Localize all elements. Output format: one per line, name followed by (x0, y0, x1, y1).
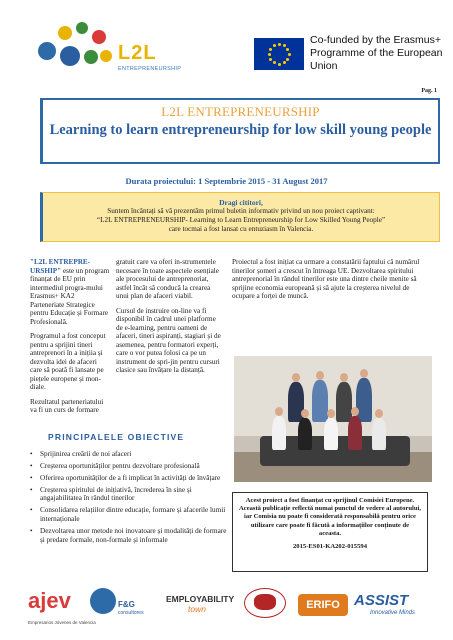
col1-paragraph-2: Programul a fost conceput pentru a sprijini tineri antreprenori în a inițiia și dezvolta idei de afaceri care să poată fi lansate pe piețele europene și mon-diale. (30, 332, 106, 391)
col1-paragraph-1 (30, 258, 110, 326)
funding-line-2: Această publicație reflectă numai punctul de vedere al autorului, iar Comisia nu poate fi considerată responsabilă pentru orice utilizare care poate fi făcută a informațiilor conținute de aceasta. (239, 505, 421, 537)
column-3 (232, 258, 432, 307)
photo-head (351, 407, 359, 416)
l2l-logo (36, 20, 196, 78)
document-icon (84, 50, 98, 64)
photo-head (327, 409, 335, 418)
list-item: • Creșterea spiritului de inițiativă, încrederea în sine și angajabilitatea în rândul tinerilor (30, 486, 230, 503)
horse-shape-icon (254, 594, 276, 610)
group-photo (234, 356, 432, 482)
photo-person (348, 416, 362, 450)
eu-star-icon (278, 63, 281, 66)
intro-line-2: “L2L ENTREPRENEURSHIP- Learning to Learn Entrepreneurship for Low Skilled Young People” (96, 216, 386, 224)
lightbulb-icon (58, 26, 72, 40)
assist-logo: ASSIST (354, 592, 409, 609)
eu-flag-icon (254, 38, 304, 70)
gear-icon (38, 42, 56, 60)
title-box (40, 98, 440, 164)
fg-logo: F&G (118, 600, 135, 609)
photo-head (360, 369, 368, 378)
employability-subtitle: town (188, 604, 206, 614)
col1-p1-text: este un program finanțat de EU prin intermediul progra-mului Erasmus+ KA2 Parteneriate Strategice pentru Educație și Formare Profesională. (30, 266, 110, 326)
photo-head (301, 409, 309, 418)
project-subtitle: Learning to learn entrepreneurship for low skill young people (49, 122, 432, 138)
list-item: • Sprijinirea creării de noi afaceri (30, 450, 230, 459)
erifo-logo: ERIFO (298, 594, 348, 616)
intro-line-3: care tocmai a fost lansat cu entuziasm în Valencia. (168, 225, 314, 233)
eu-star-icon (283, 61, 286, 64)
intro-greeting: Dragi cititori, (219, 198, 263, 207)
photo-person (372, 418, 386, 450)
project-duration: Durata proiectului: 1 Septembrie 2015 - 31 August 2017 (125, 176, 328, 186)
project-name: L2L ENTREPRENEURSHIP (161, 104, 320, 119)
photo-person (336, 382, 352, 422)
camera-icon (100, 50, 112, 62)
photo-head (292, 373, 300, 382)
logo-subtitle: ENTREPRENEURSHIP (118, 66, 182, 72)
project-code: 2015-ES01-KA202-015594 (293, 543, 367, 551)
column-1 (30, 258, 110, 421)
eu-star-icon (273, 61, 276, 64)
eu-star-icon (269, 58, 272, 61)
ajev-logo: ajev (28, 588, 71, 613)
list-item: • Creșterea oportunităților pentru dezvoltare profesională (30, 462, 230, 471)
eu-cofunded-text: Co-funded by the Erasmus+ Programme of the European Union (310, 34, 443, 72)
eu-star-icon (269, 48, 272, 51)
col2-paragraph-1: gratuit care va oferi in-strumentele necesare în toate aspectele esențiale ale procesului de antreprenoriat, astfel încât să conducă la crearea unui plan de afaceri viabil. (116, 258, 219, 300)
logo-icon-cluster (36, 20, 126, 78)
employability-logo: EMPLOYABILITY (166, 594, 235, 604)
project-lead-name: "L2L ENTREPRE-URSHIP" (30, 258, 91, 275)
objectives-list (30, 450, 230, 547)
photo-head (375, 409, 383, 418)
dollar-icon (76, 22, 88, 34)
funding-line-1: Acest proiect a fost finanțat cu sprijinul Comisiei Europene. (245, 497, 415, 504)
photo-head (340, 373, 348, 382)
chart-icon (92, 30, 106, 44)
col1-paragraph-3: Rezultatul parteneriatului va fi un curs de formare (30, 397, 104, 414)
list-item: • Dezvoltarea unor metode noi inovatoare și modalități de formare și predare formale, non-formale și informale (30, 527, 230, 544)
photo-person (356, 378, 372, 422)
objectives-heading: PRINCIPALELE OBIECTIVE (48, 432, 185, 442)
photo-person (298, 418, 312, 450)
eu-star-icon (273, 44, 276, 47)
partner-logos (0, 584, 453, 634)
funding-disclaimer-box (232, 492, 428, 572)
photo-head (316, 371, 324, 380)
intro-box (40, 192, 440, 242)
eu-star-icon (288, 53, 291, 56)
logo-text: L2L (118, 42, 157, 64)
people-icon (60, 46, 80, 66)
eu-star-icon (286, 48, 289, 51)
page-number: Pag. 1 (421, 88, 437, 94)
eu-star-icon (278, 43, 281, 46)
fg-logo-icon (90, 588, 116, 614)
ajev-subtitle: Empresarios Jóvenes de Valencia (28, 620, 96, 625)
eu-star-icon (286, 58, 289, 61)
eu-star-icon (268, 53, 271, 56)
fg-subtitle: consultores (118, 610, 144, 616)
photo-head (275, 407, 283, 416)
photo-person (324, 418, 338, 450)
intro-line-1: Suntem încântați să vă prezentăm primul buletin informativ privind un nou proiect captivant: (107, 207, 375, 215)
assist-subtitle: Innovative Minds (370, 610, 416, 616)
list-item: • Consolidarea relațiilor dintre educație, formare și afacerile lumii internaționale (30, 506, 230, 523)
eu-star-icon (283, 44, 286, 47)
photo-person (272, 416, 286, 450)
col3-paragraph-1: Proiectul a fost inițiat ca urmare a constatării faptului că numărul tinerilor șomeri a crescut în întreaga UE. Dezvoltarea spiritului antreprenorial în rândul tinerilor este una dintre cheile menite să sprijine economia europeană și să ajute la creșterea nivelul de ocupare a forței de muncă. (232, 258, 420, 300)
col2-paragraph-2: Cursul de instruire on-line va fi disponibil în cadrul unei platforme de e-learning, pentru oameni de afaceri, tineri aspiranți, stagiari și de asemenea, pentru formatori experți, care o vor putea folosi ca pe un instrument de spri-jin pentru cursuri clasice sau învățare la distanță. (116, 306, 221, 374)
column-2 (116, 258, 222, 381)
list-item: • Oferirea oportunităților de a fi implicat în activități de învățare (30, 474, 230, 483)
photo-person (312, 380, 328, 422)
